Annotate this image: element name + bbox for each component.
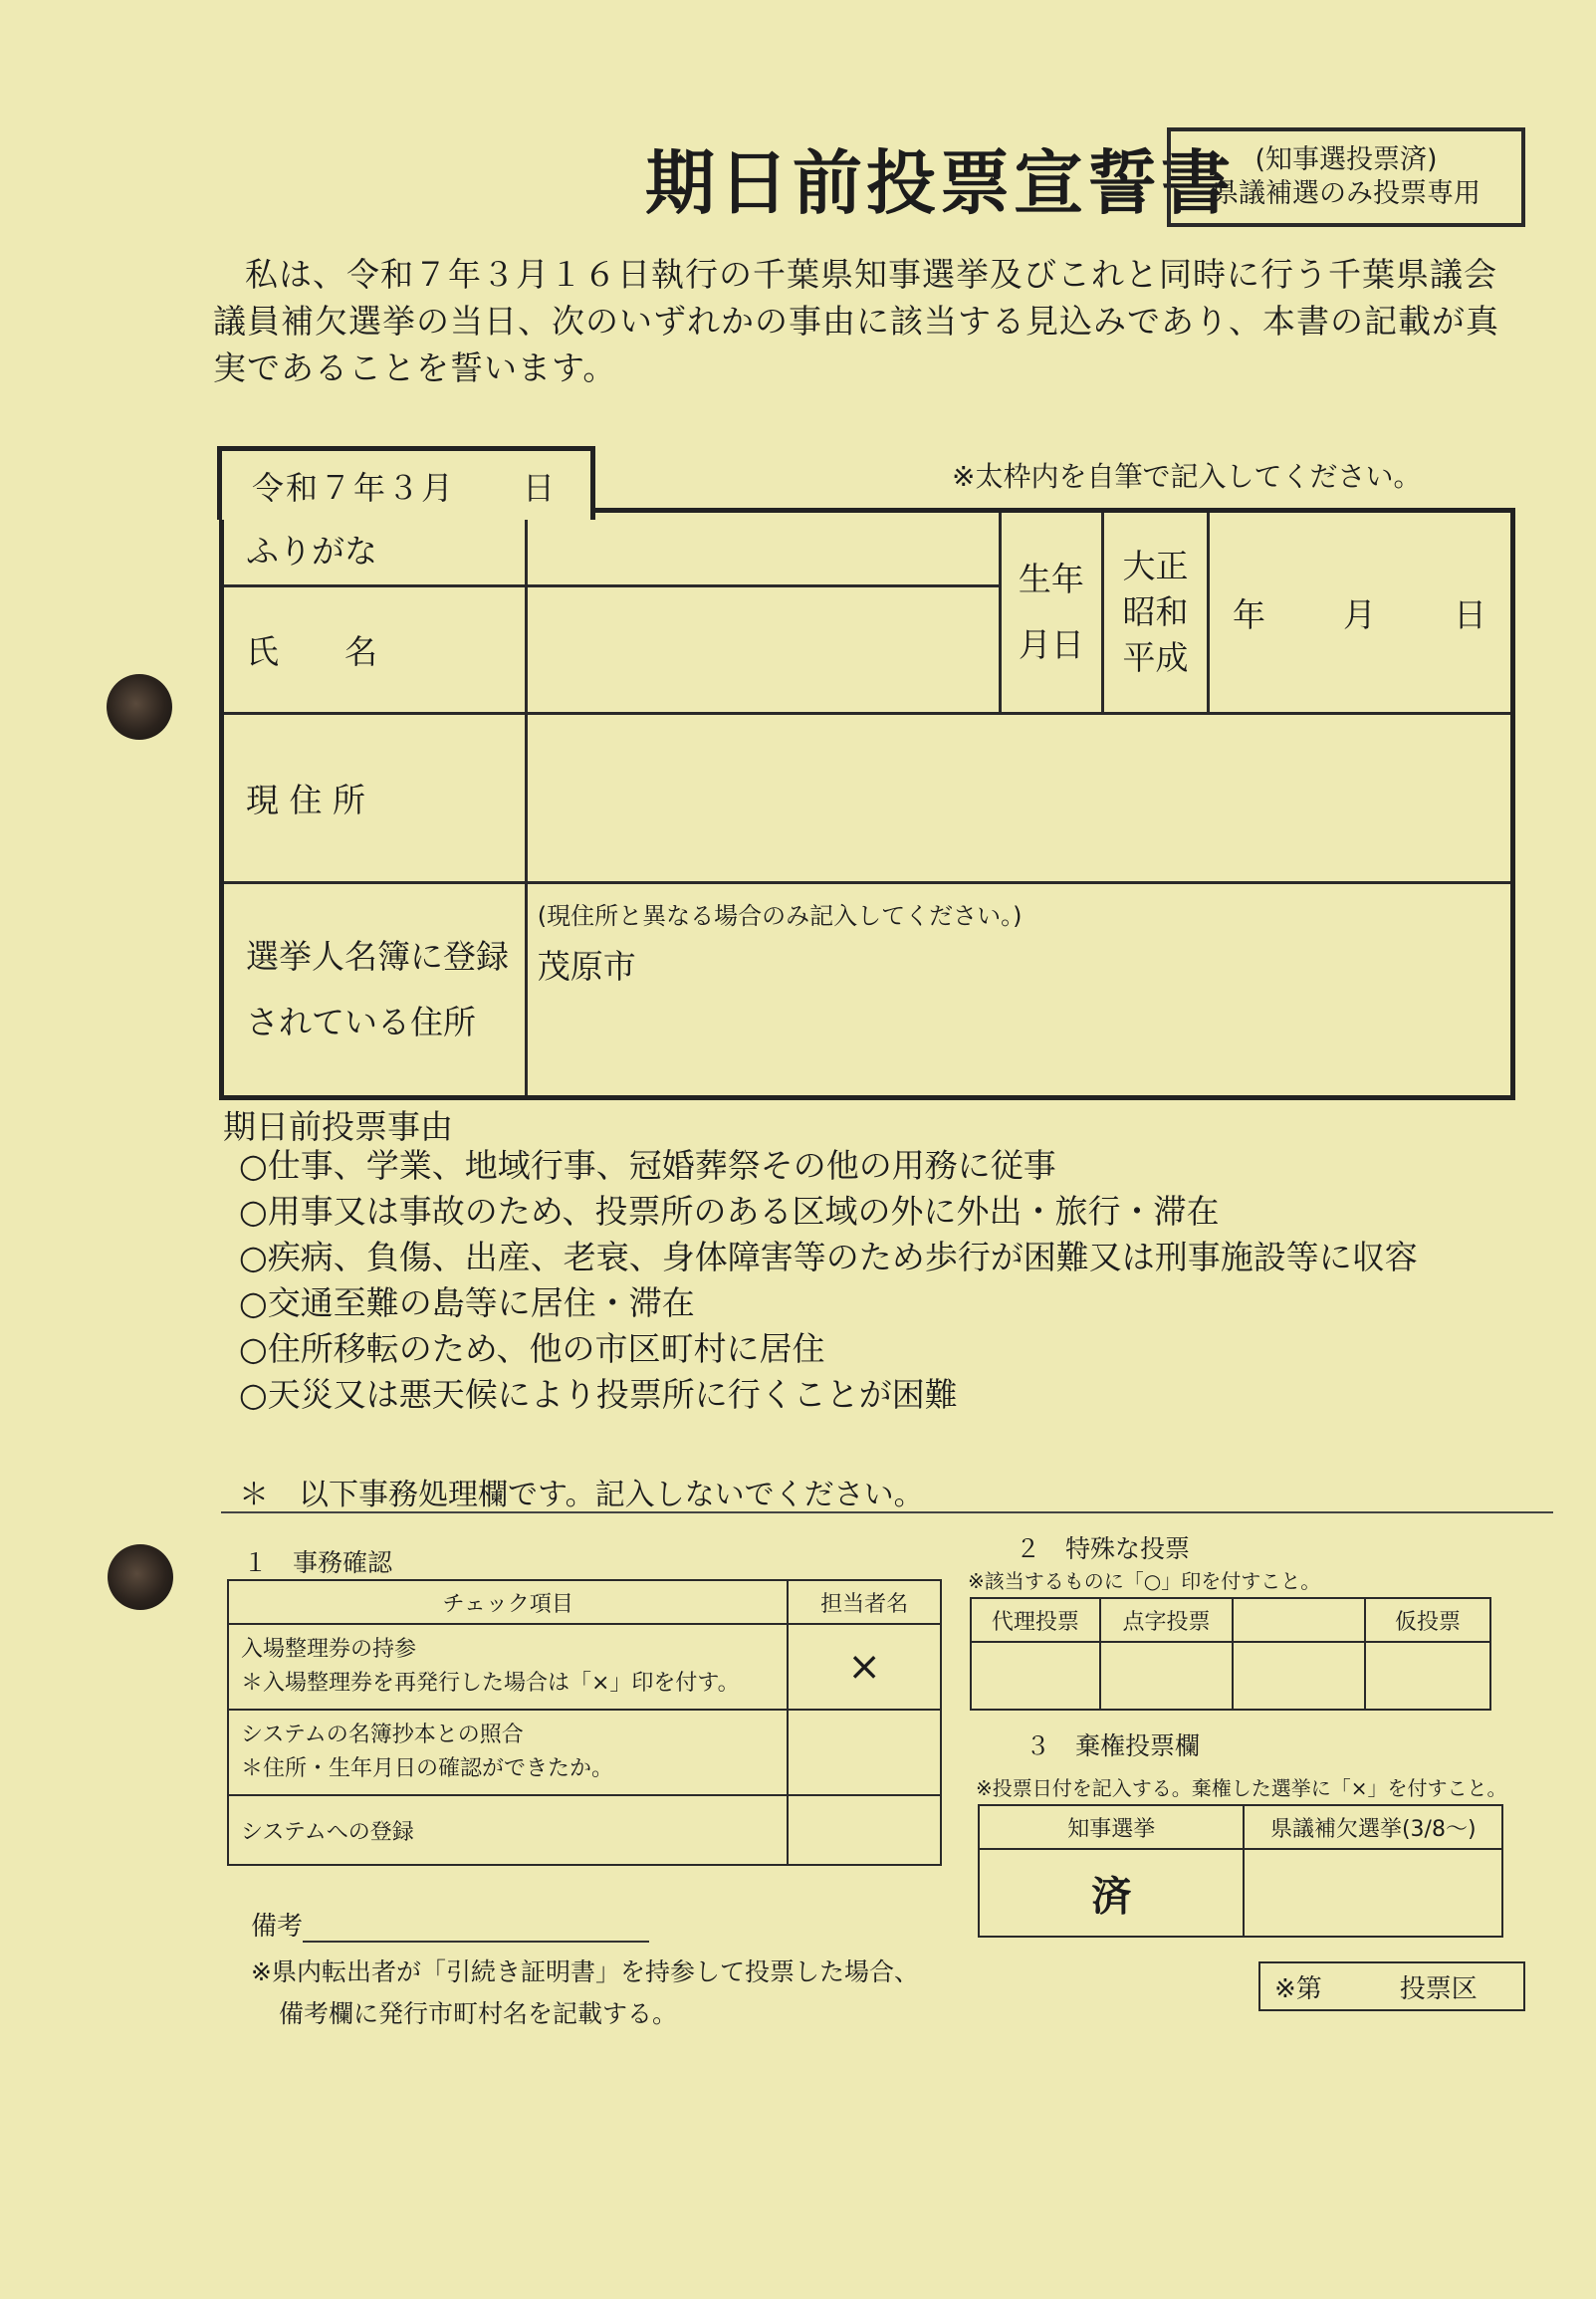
era-showa[interactable]: 昭和 xyxy=(1122,592,1189,631)
provisional-vote-cell[interactable] xyxy=(1365,1642,1490,1710)
proxy-vote-cell[interactable] xyxy=(971,1642,1100,1710)
furigana-field[interactable] xyxy=(526,511,1000,586)
name-label: 氏 名 xyxy=(222,586,527,714)
era-heisei[interactable]: 平成 xyxy=(1122,638,1189,677)
check-row-ticket-label: 入場整理券の持参 xyxy=(241,1637,417,1662)
reason-item[interactable]: ○交通至難の島等に居住・滞在 xyxy=(239,1283,695,1322)
punch-hole-bottom xyxy=(108,1544,173,1610)
check-row-ticket-note: ＊入場整理券を再発行した場合は「×」印を付す。 xyxy=(241,1671,740,1696)
registered-address-label xyxy=(222,883,527,1098)
pledge-text: 私は、令和７年３月１６日執行の千葉県知事選挙及びこれと同時に行う千葉県議会議員補欠選挙の当日、次のいずれかの事由に該当する見込みであり、本書の記載が真実であることを誓います。 xyxy=(213,255,1499,387)
reason-item[interactable]: ○天災又は悪天候により投票所に行くことが困難 xyxy=(239,1375,958,1414)
special-vote-table xyxy=(970,1597,1491,1711)
check-row-roster-label: システムの名簿抄本との照合 xyxy=(241,1723,524,1747)
office-divider xyxy=(221,1511,1553,1513)
registered-address-label-1: 選挙人名簿に登録 xyxy=(246,937,509,976)
assembly-election-value[interactable] xyxy=(1244,1849,1502,1937)
address-field[interactable] xyxy=(526,714,1512,883)
braille-vote-cell[interactable] xyxy=(1100,1642,1234,1710)
remarks-note xyxy=(251,1952,919,2035)
stamp-line-2: 県議補選のみ投票専用 xyxy=(1212,178,1481,209)
check-row-register-mark[interactable] xyxy=(788,1795,941,1865)
section2-note: ※該当するものに「○」印を付すこと。 xyxy=(968,1569,1321,1593)
braille-vote-header: 点字投票 xyxy=(1100,1598,1234,1642)
remarks-label: 備考 xyxy=(251,1912,304,1942)
page-title: 期日前投票宣誓書 xyxy=(645,142,1235,224)
blank-vote-cell[interactable] xyxy=(1233,1642,1365,1710)
registered-address-label-2: されている住所 xyxy=(246,1003,476,1041)
check-row-ticket xyxy=(228,1624,788,1710)
remarks-note-line-1: ※県内転出者が「引続き証明書」を持参して投票した場合、 xyxy=(251,1957,919,1986)
registered-address-field[interactable] xyxy=(526,883,1512,1098)
section1-title: １ 事務確認 xyxy=(243,1548,393,1577)
reasons-heading: 期日前投票事由 xyxy=(223,1107,453,1146)
staff-header: 担当者名 xyxy=(788,1580,941,1624)
punch-hole-top xyxy=(107,674,172,740)
registered-address-note: (現住所と異なる場合のみ記入してください。) xyxy=(537,902,1023,930)
era-taisho[interactable]: 大正 xyxy=(1122,547,1189,585)
check-item-header: チェック項目 xyxy=(228,1580,788,1624)
check-row-ticket-mark[interactable]: × xyxy=(788,1624,941,1710)
section3-note: ※投票日付を記入する。棄権した選挙に「×」を付すこと。 xyxy=(976,1776,1507,1800)
office-use-note: ＊ 以下事務処理欄です。記入しないでください。 xyxy=(239,1478,924,1512)
usage-stamp-box xyxy=(1167,127,1525,227)
reasons-list xyxy=(239,1143,1418,1418)
provisional-vote-header: 仮投票 xyxy=(1365,1598,1490,1642)
handwrite-note: ※太枠内を自筆で記入してください。 xyxy=(952,460,1422,493)
name-field[interactable] xyxy=(526,586,1000,714)
era-options[interactable] xyxy=(1103,511,1208,714)
voter-info-form xyxy=(219,508,1515,1100)
assembly-election-header: 県議補欠選挙(3/8〜) xyxy=(1244,1805,1502,1849)
address-label: 現 住 所 xyxy=(222,714,527,883)
furigana-label: ふりがな xyxy=(222,511,527,586)
proxy-vote-header: 代理投票 xyxy=(971,1598,1100,1642)
remarks-note-line-2: 備考欄に発行市町村名を記載する。 xyxy=(279,1999,678,2028)
governor-election-header: 知事選挙 xyxy=(979,1805,1244,1849)
section3-title: ３ 棄権投票欄 xyxy=(1026,1731,1201,1760)
remarks-line[interactable] xyxy=(251,1906,649,1943)
reason-item[interactable]: ○住所移転のため、他の市区町村に居住 xyxy=(239,1329,825,1368)
check-row-roster xyxy=(228,1710,788,1795)
reason-item[interactable]: ○用事又は事故のため、投票所のある区域の外に外出・旅行・滞在 xyxy=(239,1192,1220,1231)
reason-item[interactable]: ○疾病、負傷、出産、老衰、身体障害等のため歩行が困難又は刑事施設等に収容 xyxy=(239,1238,1418,1276)
birthdate-label xyxy=(1000,511,1103,714)
date-field[interactable]: 令和７年３月 日 xyxy=(217,446,595,520)
birthdate-field[interactable]: 年 月 日 xyxy=(1208,511,1512,714)
remarks-underline xyxy=(303,1913,649,1943)
district-field[interactable]: ※第 投票区 xyxy=(1258,1961,1525,2011)
governor-election-value[interactable]: 済 xyxy=(979,1849,1244,1937)
registered-address-value: 茂原市 xyxy=(537,947,636,986)
check-row-roster-mark[interactable] xyxy=(788,1710,941,1795)
section2-title: ２ 特殊な投票 xyxy=(1016,1534,1191,1563)
birthdate-label-1: 生年 xyxy=(1018,560,1084,598)
reason-item[interactable]: ○仕事、学業、地域行事、冠婚葬祭その他の用務に従事 xyxy=(239,1146,1056,1185)
check-row-roster-note: ＊住所・生年月日の確認ができたか。 xyxy=(241,1756,614,1781)
check-row-register: システムへの登録 xyxy=(228,1795,788,1865)
abstention-table xyxy=(978,1804,1503,1938)
birthdate-label-2: 月日 xyxy=(1018,625,1084,664)
blank-vote-header xyxy=(1233,1598,1365,1642)
office-check-table xyxy=(227,1579,942,1866)
stamp-line-1: (知事選投票済) xyxy=(1254,144,1438,175)
